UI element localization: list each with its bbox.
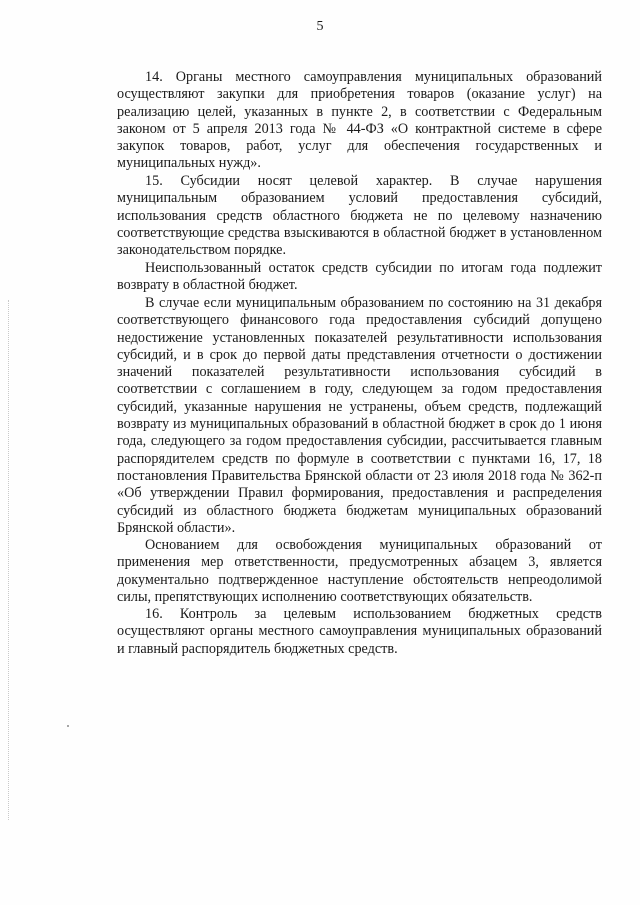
page-number: 5 — [316, 19, 324, 34]
paragraph-item-14: 14. Органы местного самоуправления муниципальных образований осуществляют закупки для приобретения товаров (оказание услуг) на реализацию целей, указанных в пункте 2, в соответствии с Федеральным законом от 5 апреля 2013 года № 44-ФЗ «О контрактной системе в сфере закупок товаров, работ, услуг для обеспечения государственных и муниципальных нужд». — [117, 69, 602, 172]
scan-speck — [67, 725, 69, 727]
paragraph-refund-calculation: В случае если муниципальным образованием по состоянию на 31 декабря соответствующего финансового года предоставления субсидий допущено недостижение установленных показателей результативности использования субсидий, и в срок до первой даты представления отчетности о достижении значений показателей результативности использования субсидий в соответствии с соглашением в году, следующем за годом предоставления субсидий, указанные нарушения не устранены, объем средств, подлежащий возврату из муниципальных образований в областной бюджет в срок до 1 июня года, следующего за годом предоставления субсидии, рассчитывается главным распорядителем средств по формуле в соответствии с пунктами 16, 17, 18 постановления Правительства Брянской области от 23 июля 2018 года № 362-п «Об утверждении Правил формирования, предоставления и распределения субсидий из областного бюджета бюджетам муниципальных образований Брянской области». — [117, 295, 602, 536]
scan-edge-marks — [8, 300, 11, 820]
paragraph-item-16: 16. Контроль за целевым использованием бюджетных средств осуществляют органы местного самоуправления муниципальных образований и главный распорядитель бюджетных средств. — [117, 606, 602, 657]
paragraph-unused-balance: Неиспользованный остаток средств субсидии по итогам года подлежит возврату в областной бюджет. — [117, 260, 602, 294]
paragraph-force-majeure: Основанием для освобождения муниципальных образований от применения мер ответственности, предусмотренных абзацем 3, является документально подтвержденное наступление обстоятельств непреодолимой силы, препятствующих исполнению соответствующих обязательств. — [117, 537, 602, 605]
paragraph-item-15: 15. Субсидии носят целевой характер. В случае нарушения муниципальным образованием условий предоставления субсидий, использования средств областного бюджета не по целевому назначению соответствующие средства взыскиваются в областной бюджет в установленном законодательством порядке. — [117, 173, 602, 259]
